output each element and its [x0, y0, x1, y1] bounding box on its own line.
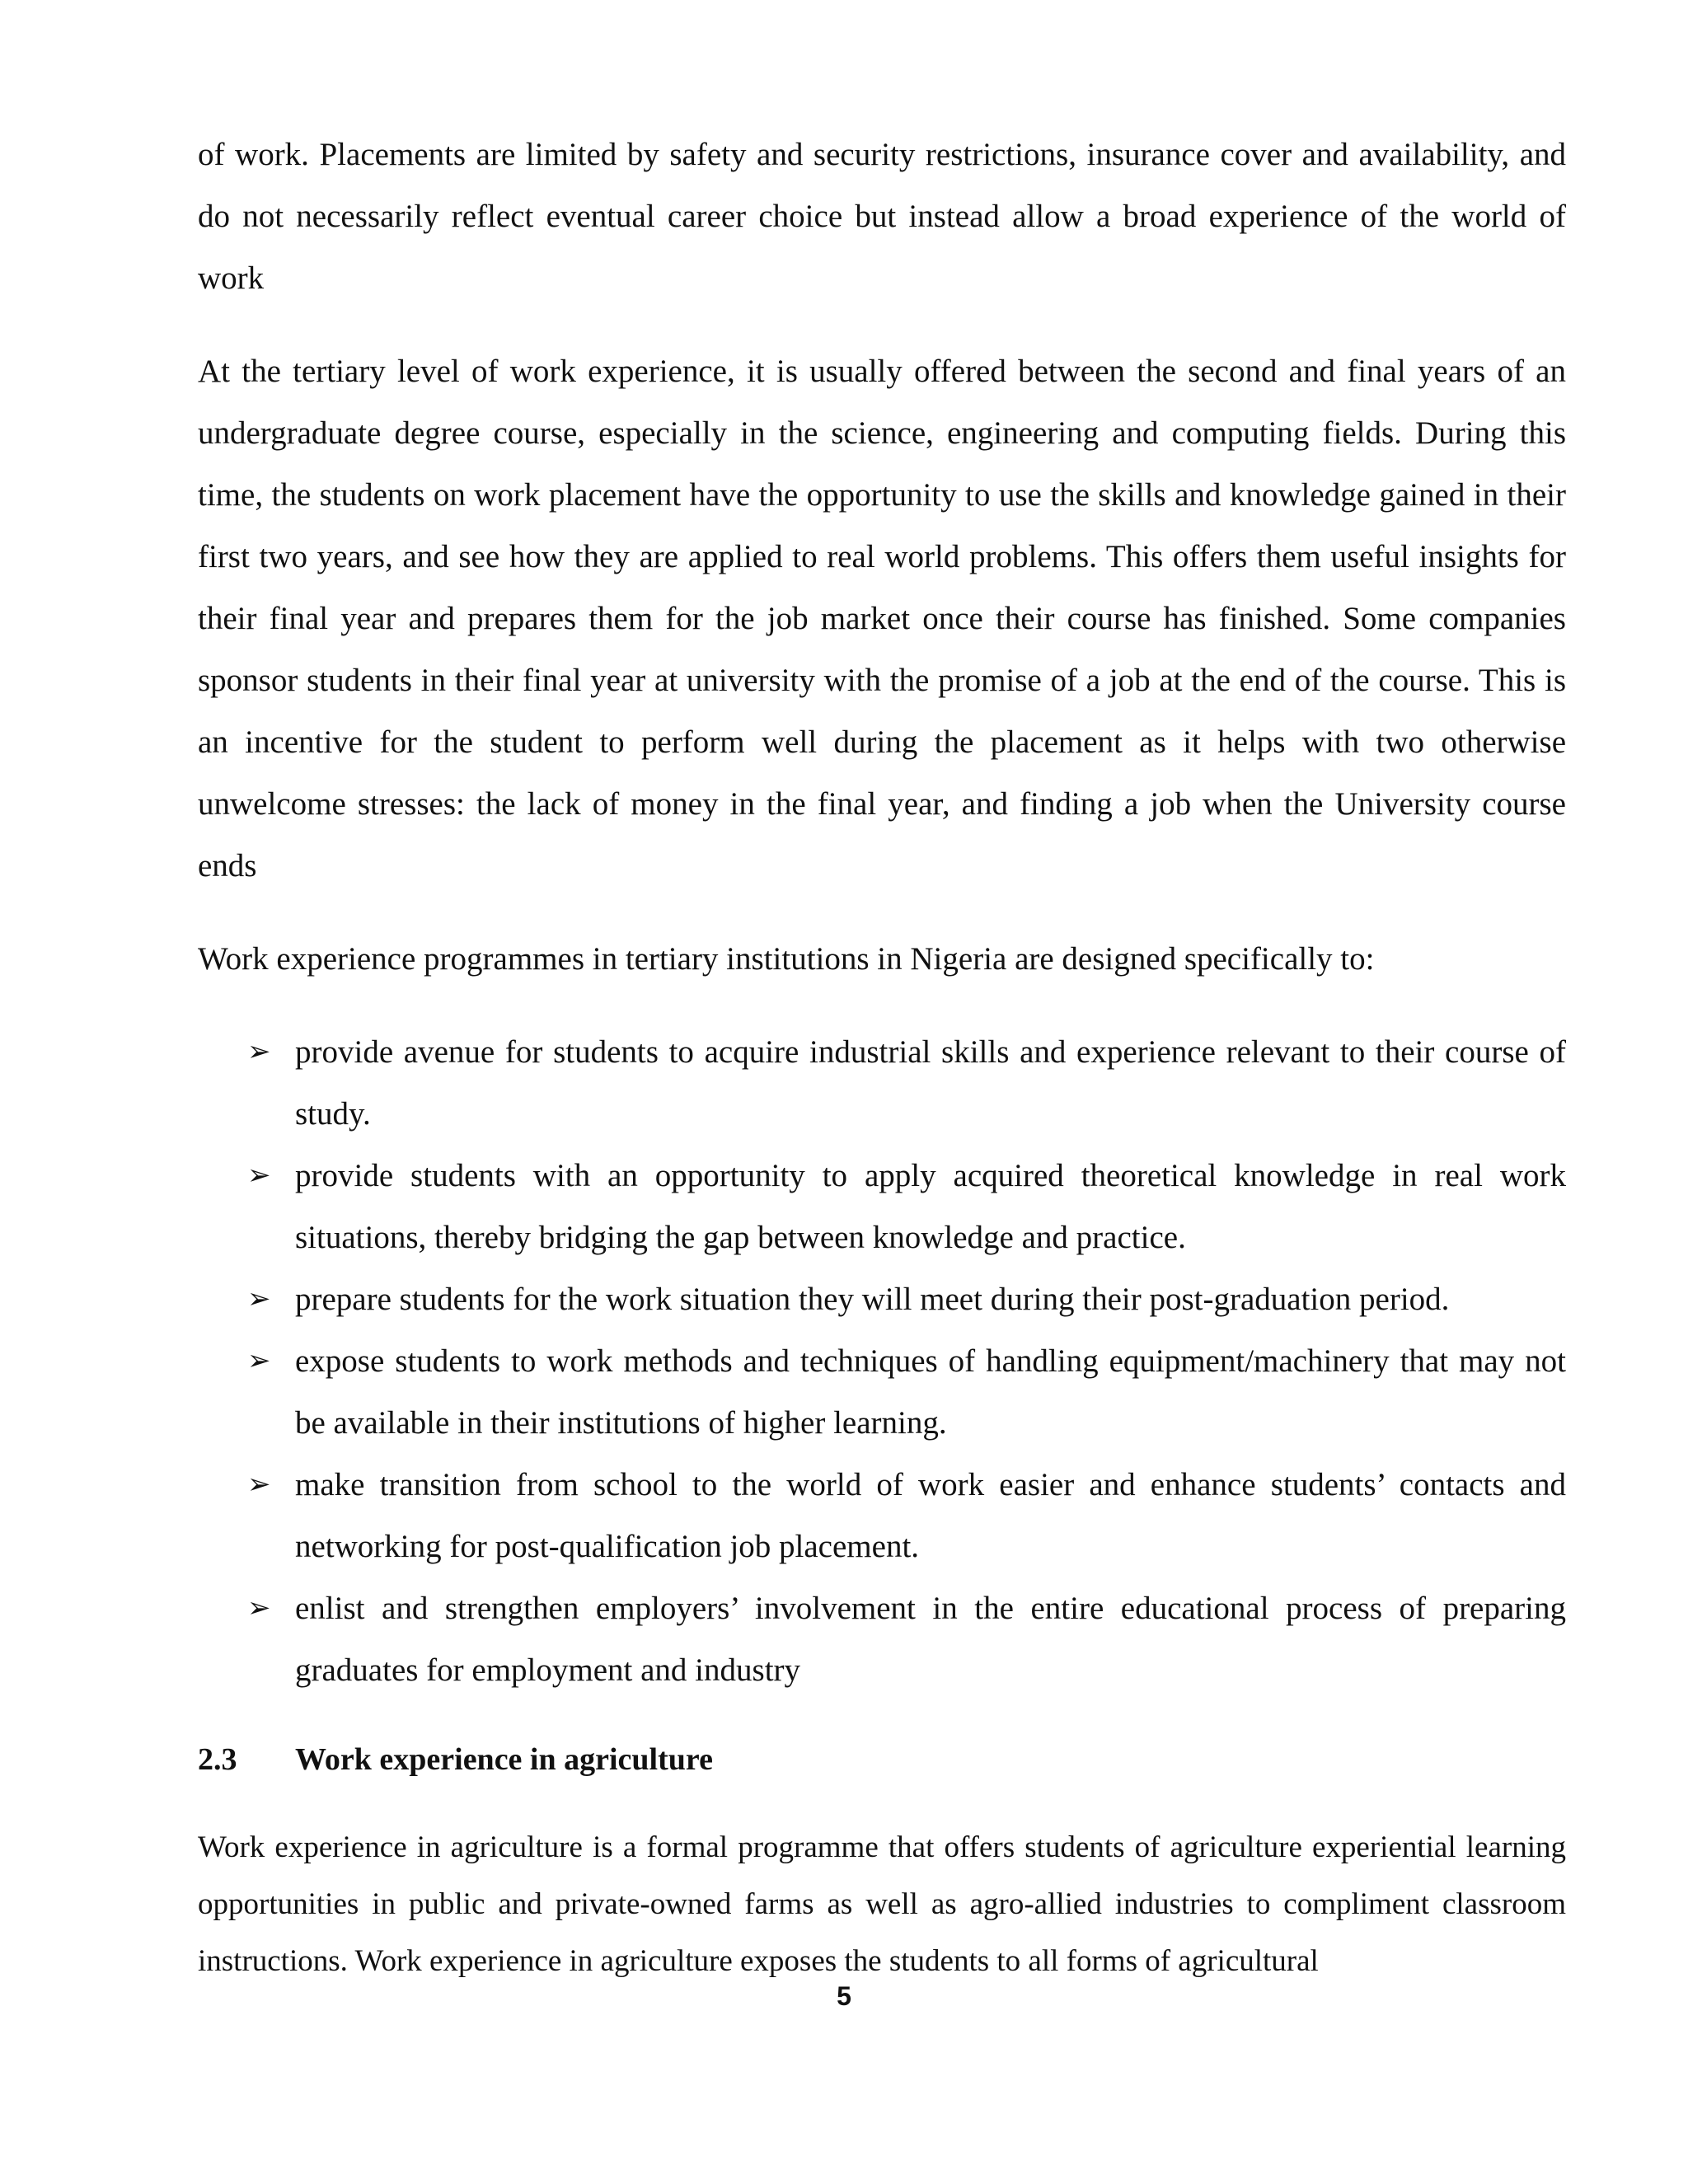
paragraph-programmes-intro: Work experience programmes in tertiary institutions in Nigeria are designed specifically to: [198, 941, 1375, 977]
list-item [198, 1145, 1566, 1268]
arrowhead-bullet-icon: ➢ [247, 1035, 271, 1068]
page-number: 5 [837, 1981, 851, 2011]
section-title: Work experience in agriculture [295, 1742, 713, 1777]
document-page [198, 124, 1566, 1990]
arrowhead-bullet-icon: ➢ [247, 1344, 271, 1377]
arrowhead-bullet-icon: ➢ [247, 1159, 271, 1192]
list-item [198, 1021, 1566, 1145]
list-item-text: provide students with an opportunity to apply acquired theoretical knowledge in real work situations, thereby bridging the gap between knowledge and practice. [295, 1158, 1566, 1255]
list-item-text: make transition from school to the world of work easier and enhance students’ contacts and networking for post-qualification job placement. [295, 1467, 1566, 1564]
list-item [198, 1577, 1566, 1701]
paragraph-agriculture: Work experience in agriculture is a formal programme that offers students of agriculture experiential learning opportunities in public and private-owned farms as well as agro-allied industries to compliment classroom instructions. Work experience in agriculture exposes the students to all forms of agricultural [198, 1830, 1566, 1978]
list-item-text: expose students to work methods and techniques of handling equipment/machinery that may not be available in their institutions of higher learning. [295, 1343, 1566, 1441]
paragraph-placements: of work. Placements are limited by safety and security restrictions, insurance cover and availability, and do not necessarily reflect eventual career choice but instead allow a broad experience of the world of work [198, 137, 1566, 296]
arrowhead-bullet-icon: ➢ [247, 1591, 271, 1624]
objectives-list [198, 1021, 1566, 1701]
list-item [198, 1330, 1566, 1454]
section-number: 2.3 [198, 1742, 237, 1777]
list-item [198, 1454, 1566, 1577]
list-item [198, 1268, 1566, 1330]
arrowhead-bullet-icon: ➢ [247, 1282, 271, 1315]
paragraph-tertiary-level: At the tertiary level of work experience, it is usually offered between the second and final years of an undergraduate degree course, especially in the science, engineering and computing fields. During this time, the students on work placement have the opportunity to use the skills and knowledge gained in their first two years, and see how they are applied to real world problems. This offers them useful insights for their final year and prepares them for the job market once their course has finished. Some companies sponsor students in their final year at university with the promise of a job at the end of the course. This is an incentive for the student to perform well during the placement as it helps with two otherwise unwelcome stresses: the lack of money in the final year, and finding a job when the University course ends [198, 354, 1566, 883]
list-item-text: prepare students for the work situation they will meet during their post-graduation period. [295, 1282, 1450, 1317]
list-item-text: provide avenue for students to acquire industrial skills and experience relevant to their course of study. [295, 1034, 1566, 1132]
list-item-text: enlist and strengthen employers’ involvement in the entire educational process of preparing graduates for employment and industry [295, 1591, 1566, 1688]
section-heading [198, 1729, 1566, 1791]
arrowhead-bullet-icon: ➢ [247, 1468, 271, 1501]
